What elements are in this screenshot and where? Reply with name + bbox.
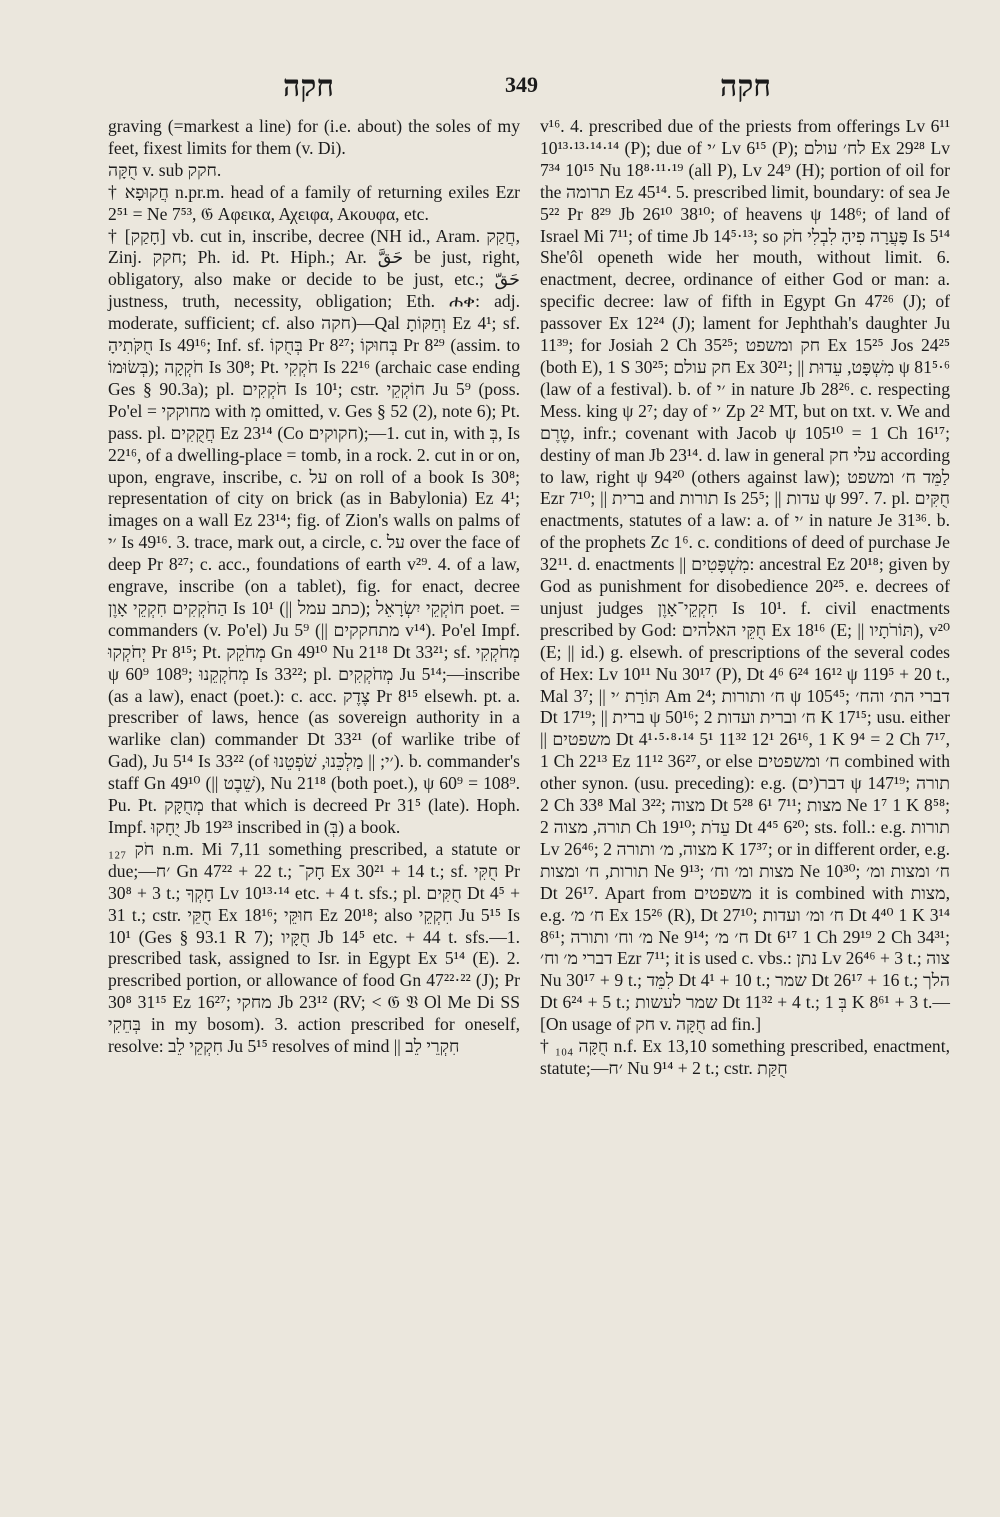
left-running-headword: חקה [283,70,335,103]
entry-paragraph: חֻקָּה v. sub חקק. [108,159,222,180]
entry-paragraph: חֹק ₁₂₇ n.m. Mi 7,11 something prescribed, a statute or due;—׳ח Gn 47²² + 22 t.; חָק־ Ex 30²¹ + 14 t.; sf. חֻקִּי Pr 30⁸ + 3 t.; חָקְךָ Lv 10¹³·¹⁴ etc. + 4 t. sfs.; pl. חֻקִּים Dt 4⁵ + 31 t.; cstr. חֻקֵּי Ex 18¹⁶; חוּקֵּי Ez 20¹⁸; also חִקְקֵי Ju 5¹⁵ Is 10¹ (Ges § 93.1 R 7); חֻקָּיו Jb 14⁵ etc. + 44 t. sfs.—1. prescribed task, assigned to Isr. in Egypt Ex 5¹⁴ (E). 2. prescribed portion, or allowance of food Gn 47²²·²² (J); Pr 30⁸ 31¹⁵ Ez 16²⁷; מחקי Jb 23¹² (RV; < 𝔊 𝔙 Ol Me Di SS בְּחֵקִי in my bosom). 3. action prescribed for oneself, resolve: חִקְקֵי לֵב Ju 5¹⁵ resolves of mind || חִקְרֵי לֵב [108,838,521,1057]
entry-paragraph: † חֲקוּפָא n.pr.m. head of a family of returning exiles Ezr 2⁵¹ = Ne 7⁵³, 𝔊 Αφεικα, Αχειφα, Ακουφα, etc. [108,181,520,224]
entry-paragraph: graving (=markest a line) for (i.e. about) the soles of my feet, fixest limits for them (v. Di). [108,116,520,158]
right-running-headword: חקה [720,70,772,103]
left-column [108,116,520,1058]
entry-paragraph: v¹⁶. 4. prescribed due of the priests from offerings Lv 6¹¹ 10¹³·¹³·¹⁴·¹⁴ (P); due of ׳י Lv 6¹⁵ (P); לח׳ עולם Ex 29²⁸ Lv 7³⁴ 10¹⁵ Nu 18⁸·¹¹·¹⁹ (all P), Lv 24⁹ (H); portion of oil for the תרומה Ez 45¹⁴. 5. prescribed limit, boundary: of sea Je 5²² Pr 8²⁹ Jb 26¹⁰ 38¹⁰; of heavens ψ 148⁶; of land of Israel Mi 7¹¹; of time Jb 14⁵·¹³; so פָּעֲרָה פִיהָ לִבְלִי חֹק Is 5¹⁴ She'ôl openeth wide her mouth, without limit. 6. enactment, decree, ordinance of either God or man: a. specific decree: law of fifth in Egypt Gn 47²⁶ (J); of passover Ex 12²⁴ (J); lament for Jephthah's daughter Ju 11³⁹; for Josiah 2 Ch 35²⁵; חק ומשפט Ex 15²⁵ Jos 24²⁵ (both E), 1 S 30²⁵; חק עולם Ex 30²¹; || מִשְׁפָּט, עֵדוּת ψ 81⁵·⁶ (law of a festival). b. of ׳י in nature Jb 28²⁶. c. respecting Mess. king ψ 2⁷; day of ׳י Zp 2² MT, but on txt. v. We and טֶרֶם, infr.; covenant with Jacob ψ 105¹⁰ = 1 Ch 16¹⁷; destiny of man Jb 23¹⁴. d. law in general עלי חק according to law, right ψ 94²⁰ (others against law); לַמֵּד ח׳ ומשפט Ezr 7¹⁰; || ברית and תורות Is 25⁵; || עדות ψ 99⁷. 7. pl. חֻקִּים enactments, statutes of a law: a. of ׳י in nature Je 31³⁶. b. of the prophets Zc 1⁶. c. conditions of deed of purchase Je 32¹¹. d. enactments || מִשְׁפָּטִים: ancestral Ez 20¹⁸; given by God as punishment for disobedience 20²⁵. e. decrees of unjust judges חִקְקֵי־אָוֶן Is 10¹. f. civil enactments prescribed by God: חֻקֵּי האלהים Ex 18¹⁶ (E; || תּוֹרֹתָיו), v²⁰ (E; || id.) g. elsewh. of prescriptions of the several codes of Hex: Lv 10¹¹ Nu 30¹⁷ (P), Dt 4⁶ 6²⁴ 16¹² ψ 119⁵ + 20 t., Mal 3⁷; || תּוֹרַת ׳י Am 2⁴; ח׳ ותורות ψ 105⁴⁵; דברי הת׳ והח׳ Dt 17¹⁹; || ברית ψ 50¹⁶; ח׳ וברית ועדות 2 K 17¹⁵; usu. either || משפטים Dt 4¹·⁵·⁸·¹⁴ 5¹ 11³² 12¹ 26¹⁶, 1 K 9⁴ = 2 Ch 7¹⁷, 1 Ch 22¹³ Ez 11¹² 36²⁷, or else ח׳ ומשפטים combined with other synon. (usu. preceding): e.g. דבר(ים) ψ 147¹⁹; תורה 2 Ch 33⁸ Mal 3²²; מצוה Dt 5²⁸ 6¹ 7¹¹; מצות Ne 1⁷ 1 K 8⁵⁸; תורה, מצוה 2 Ch 19¹⁰; עֵדֹת Dt 4⁴⁵ 6²⁰; sts. foll.: e.g. תורות Lv 26⁴⁶; מצוה, מ׳ ותורה 2 K 17³⁷; or in different order, e.g. תורות, ח׳ ומצות Ne 9¹³; מצות ומ׳ וח׳ Ne 10³⁰; ח׳ ומצות ומ׳ Dt 26¹⁷. Apart from משפטים it is combined with מצות, e.g. ח׳ מ׳ Ex 15²⁶ (R), Dt 27¹⁰; ח׳ ומ׳ ועדות Dt 4⁴⁰ 1 K 3¹⁴ 8⁶¹; מ׳ וח׳ ותורה Ne 9¹⁴; ח׳ מ׳ Dt 6¹⁷ 1 Ch 29¹⁹ 2 Ch 34³¹; דברי מ׳ וח׳ Ezr 7¹¹; it is used c. vbs.: נתן Lv 26⁴⁶ + 3 t.; צוה Nu 30¹⁷ + 9 t.; לִמֵּד Dt 4¹ + 10 t.; שמר Dt 26¹⁷ + 16 t.; הלך Dt 6²⁴ + 5 t.; שמר לעשות Dt 11³² + 4 t.; בְּ 1 K 8⁶¹ + 3 t.—[On usage of חק v. חֻקָּה ad fin.] [540,116,951,1035]
page-number: 349 [505,72,538,97]
entry-paragraph: † חֻקָּה ₁₀₄ n.f. Ex 13,10 something prescribed, enactment, statute;—׳ח Nu 9¹⁴ + 2 t.; cstr. חֻקַּת [540,1036,950,1078]
page-header [0,70,1000,120]
right-column [540,116,950,1080]
entry-paragraph: † [חָקַק] vb. cut in, inscribe, decree (NH id., Aram. חֲקַק, Zinj. חקק; Ph. id. Pt. Hiph.; Ar. حَقَّ be just, right, obligatory, also make or decide to be just, etc.; حَقّ justness, truth, necessity, obligation; Eth. ሐቀ: adj. moderate, sufficient; cf. also חקה)—Qal וְחַקּוֹתָ Ez 4¹; sf. חֻקֹּתִיהָ Is 49¹⁶; Inf. sf. בְּחֻקוֹ Pr 8²⁷; בְּחוּקוֹ Pr 8²⁹ (assim. to בְּשׂוּמוֹ); חֹקְקָה Is 30⁸; Pt. חֹקְקִי Is 22¹⁶ (archaic case ending Ges § 90.3a); pl. חֹקְקִים Is 10¹; cstr. חוֹקְקֵי Ju 5⁹ (poss. Po'el = מחוקקי with מְ omitted, v. Ges § 52 (2), note 6); Pt. pass. pl. חֲקֻקִים Ez 23¹⁴ (Co חקוקים);—1. cut in, with בְּ, Is 22¹⁶, of a dwelling-place = tomb, in a rock. 2. cut in or on, upon, engrave, inscribe, c. על on roll of a book Is 30⁸; representation of city on brick (as in Babylonia) Ez 4¹; images on a wall Ez 23¹⁴; fig. of Zion's walls on palms of ׳י Is 49¹⁶. 3. trace, mark out, a circle, c. על over the face of deep Pr 8²⁷; c. acc., foundations of earth v²⁹. 4. of a law, engrave, inscribe (on a tablet), fig. for enact, decree הַחֹקְקִים חִקְקֵי אָוֶן Is 10¹ (|| כתב עמל); חוֹקְקֵי יִשְׂרָאֵל poet. = commanders (v. Po'el) Ju 5⁹ (|| מתחקקים v¹⁴). Po'el Impf. יְחֹקְקוּ Pr 8¹⁵; Pt. מְחֹקֵק Gn 49¹⁰ Nu 21¹⁸ Dt 33²¹; sf. מְחֹקְקִי ψ 60⁹ 108⁹; מְחֹקְקֵנוּ Is 33²²; pl. מְחֹקְקִים Ju 5¹⁴;—inscribe (as a law), enact (poet.): c. acc. צֶדֶק Pr 8¹⁵ elsewh. pt. a. prescriber of laws, hence (as sovereign authority in a warlike clan) commander Dt 33²¹ (of warlike tribe of Gad), Ju 5¹⁴ Is 33²² (of ׳י; || מַלְכֵּנוּ, שֹׁפְטֵנוּ). b. commander's staff Gn 49¹⁰ (|| שֵׁבֶט), Nu 21¹⁸ (both poet.), ψ 60⁹ = 108⁹. Pu. Pt. מְחֻקָּק that which is decreed Pr 31⁵ (late). Hoph. Impf. יֻחָקוּ Jb 19²³ inscribed in (בְּ) a book. [108,225,521,837]
